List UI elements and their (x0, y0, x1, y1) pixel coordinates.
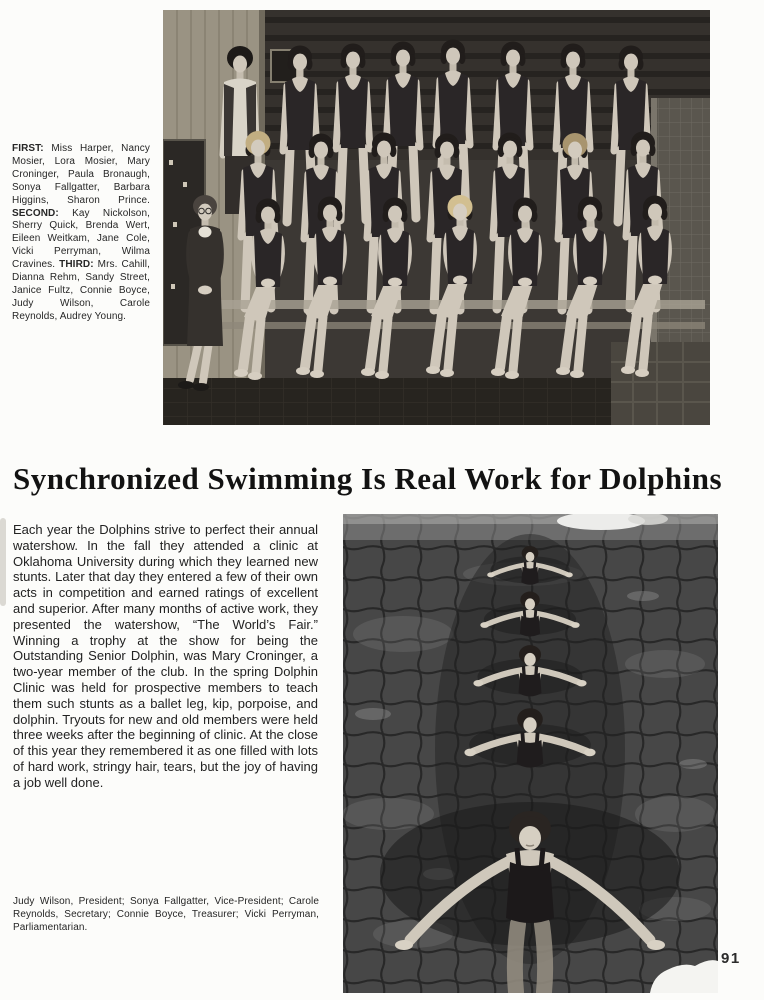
team-photo (163, 10, 710, 425)
page-number: 91 (721, 950, 741, 967)
officers-caption: Judy Wilson, President; Sonya Fallgatter, Vice-President; Carole Reynolds, Secretary; Connie Boyce, Treasurer; Vicki Perryman, Parliamentarian. (13, 896, 319, 933)
scan-artifact (0, 518, 6, 606)
team-photo-image (163, 10, 710, 425)
pool-photo-image (343, 514, 718, 993)
article-headline: Synchronized Swimming Is Real Work for Dolphins (13, 461, 723, 496)
article-body: Each year the Dolphins strive to perfect their annual watershow. In the fall they attended a clinic at Oklahoma University during which they learned new stunts. Later that day they entered a few of their own acts in competition and earned ratings of excellent and superior. After many months of active work, they presented the watershow, “The World’s Fair.” Winning a trophy at the show for being the Outstanding Senior Dolphin, was Mary Croninger, a two-year member of the club. In the spring Dolphin Clinic was held for prospective members to teach them such stunts as a ballet leg, kip, porpoise, and dolphin. Tryouts for new and old members were held three weeks after the beginning of clinic. At the close of this year they remembered it as one filled with lots of hard work, stringy hair, tears, but the joy of having a job well done. (13, 522, 318, 790)
bleacher-platform (611, 342, 710, 425)
pool-photo (343, 514, 718, 993)
team-roster-caption: FIRST: Miss Harper, Nancy Mosier, Lora Mosier, Mary Croninger, Paula Bronaugh, Sonya Fallgatter, Barbara Higgins, Sharon Prince. SECOND: Kay Nickolson, Sherry Quick, Brenda Wert, Eileen Weitkam, Jane Cole, Vicki Perryman, Wilma Cravines. THIRD: Mrs. Cahill, Dianna Rehm, Sandy Street, Janice Fultz, Connie Boyce, Judy Wilson, Carole Reynolds, Audrey Young. (12, 143, 150, 322)
